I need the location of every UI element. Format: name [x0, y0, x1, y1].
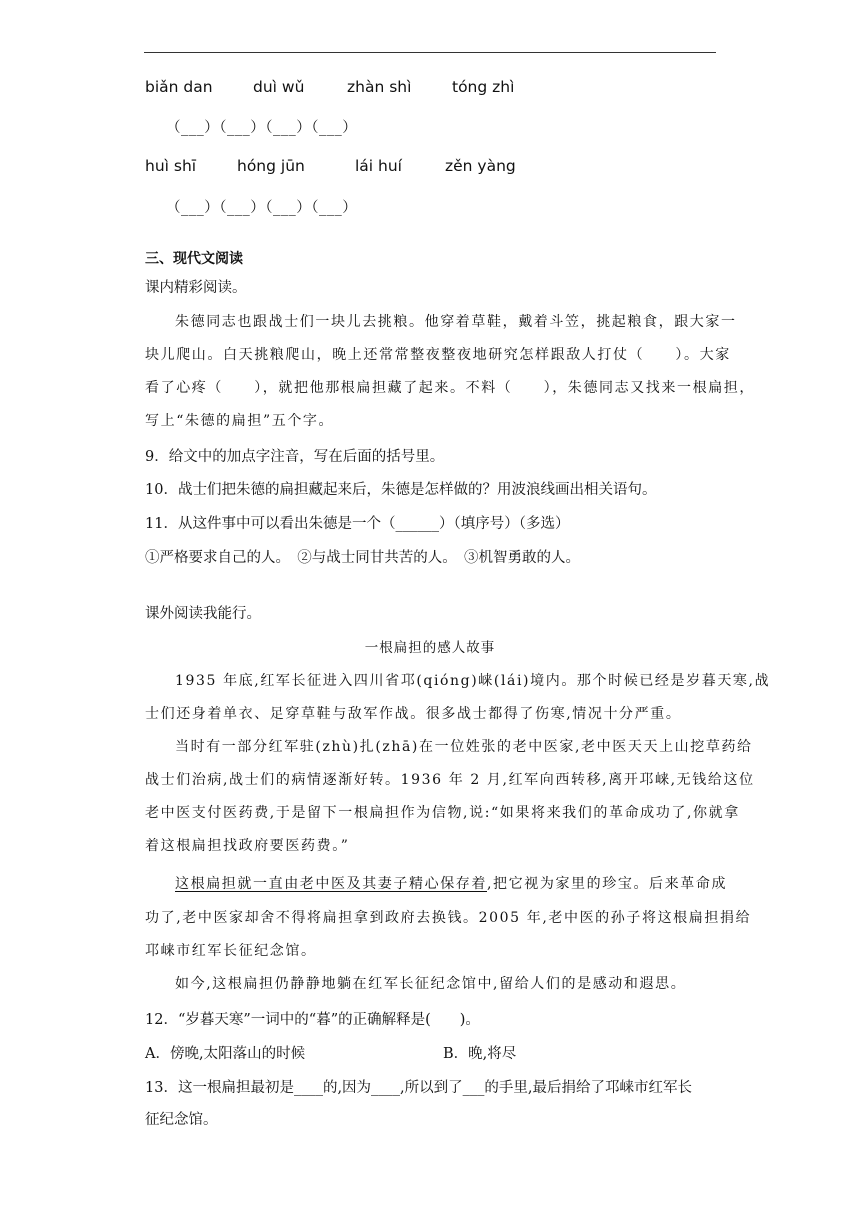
passage2-line	[175, 873, 727, 893]
passage2-line: 1935 年底,红军长征进入四川省邛(qióng)崃(lái)境内。那个时候已经是岁暮天寒,战	[175, 673, 771, 689]
outside-reading-intro: 课外阅读我能行。	[145, 606, 261, 622]
question-11-options: ①严格要求自己的人。 ②与战士同甘共苦的人。 ③机智勇敢的人。	[145, 550, 580, 566]
pinyin-word: tóng zhì	[452, 78, 515, 96]
pinyin-word: hóng jūn	[237, 157, 305, 175]
question-13-continued: 征纪念馆。	[145, 1112, 218, 1128]
passage2-line: 邛崃市红军长征纪念馆。	[145, 943, 317, 959]
question-12-option-a[interactable]: A．傍晚,太阳落山的时候	[145, 1046, 306, 1062]
passage2-line: 如今,这根扁担仍静静地躺在红军长征纪念馆中,留给人们的是感动和遐思。	[175, 976, 687, 992]
passage1-line: 看了心疼（ ），就把他那根扁担藏了起来。不料（ ），朱德同志又找来一根扁担，	[145, 380, 755, 396]
question-10: 10．战士们把朱德的扁担藏起来后，朱德是怎样做的？用波浪线画出相关语句。	[145, 482, 657, 498]
question-9: 9．给文中的加点字注音，写在后面的括号里。	[145, 449, 445, 465]
pinyin-word: biǎn dan	[145, 78, 213, 96]
in-class-reading-intro: 课内精彩阅读。	[145, 280, 247, 296]
passage1-line: 块儿爬山。白天挑粮爬山，晚上还常常整夜整夜地研究怎样跟敌人打仗（ ）。大家	[145, 347, 731, 363]
passage2-line: 老中医支付医药费,于是留下一根扁担作为信物,说:“如果将来我们的革命成功了,你就拿	[145, 805, 740, 821]
answer-blanks-row-1[interactable]: （___）（___）（___）（___）	[166, 120, 358, 136]
answer-blanks-row-2[interactable]: （___）（___）（___）（___）	[166, 200, 358, 216]
passage2-text: ,把它视为家里的珍宝。后来革命成	[487, 876, 728, 892]
question-12-option-b[interactable]: B．晚,将尽	[443, 1046, 517, 1062]
section-heading: 三、现代文阅读	[145, 251, 243, 267]
question-11: 11．从这件事中可以看出朱德是一个（______）（填序号）（多选）	[145, 516, 570, 532]
pinyin-word: huì shī	[145, 157, 197, 175]
pinyin-word: duì wǔ	[253, 78, 305, 96]
pinyin-word: lái huí	[355, 157, 402, 175]
passage2-line: 士们还身着单衣、足穿草鞋与敌军作战。很多战士都得了伤寒,情况十分严重。	[145, 706, 682, 722]
pinyin-word: zěn yàng	[445, 157, 516, 175]
passage1-line: 朱德同志也跟战士们一块儿去挑粮。他穿着草鞋，戴着斗笠，挑起粮食，跟大家一	[175, 314, 737, 330]
passage2-line: 着这根扁担找政府要医药费。”	[145, 838, 350, 854]
pinyin-word: zhàn shì	[347, 78, 412, 96]
passage1-line: 写上“朱德的扁担”五个字。	[145, 413, 335, 429]
passage2-line: 功了,老中医家却舍不得将扁担拿到政府去换钱。2005 年,老中医的孙子将这根扁担捐给	[145, 910, 752, 926]
passage2-line: 战士们治病,战士们的病情逐渐好转。1936 年 2 月,红军向西转移,离开邛崃,无钱给这位	[145, 772, 755, 788]
passage2-line: 当时有一部分红军驻(zhù)扎(zhā)在一位姓张的老中医家,老中医天天上山挖草药给	[175, 739, 753, 755]
story-title: 一根扁担的感人故事	[364, 640, 496, 656]
underlined-sentence: 这根扁担就一直由老中医及其妻子精心保存着	[175, 876, 487, 892]
question-12: 12．“岁暮天寒”一词中的“暮”的正确解释是( )。	[145, 1012, 480, 1028]
question-13: 13．这一根扁担最初是____的,因为____,所以到了___的手里,最后捐给了邛崃市红军长	[145, 1080, 693, 1096]
top-divider	[144, 52, 716, 53]
